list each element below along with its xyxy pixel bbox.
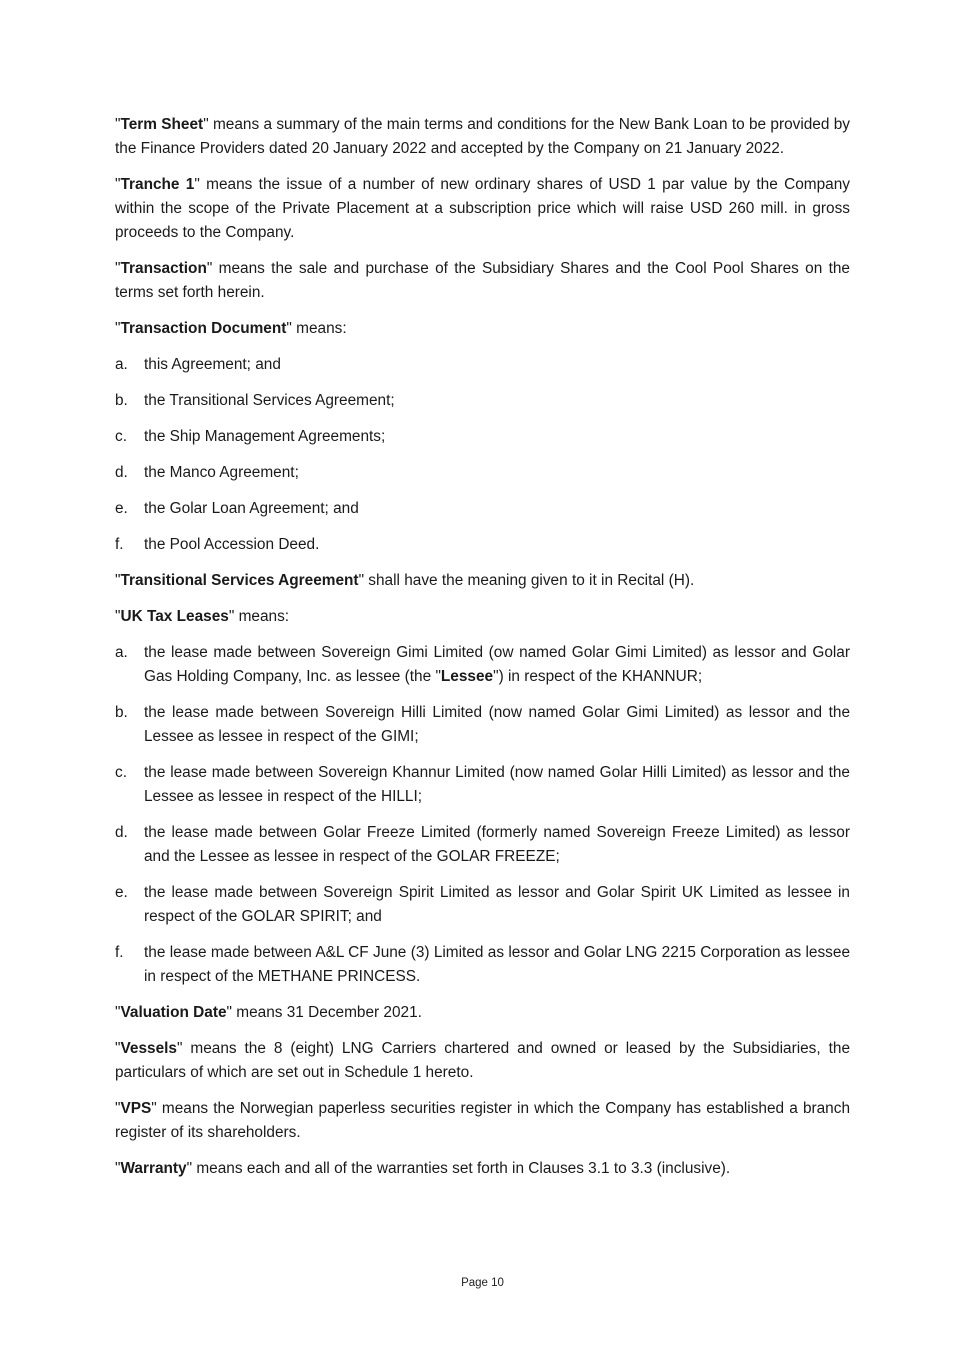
list-item <box>115 761 850 809</box>
list-item: a. the lease made between Sovereign Gimi Limited (ow named Golar Gimi Limited) as lessor and Golar Gas Holding Company, Inc. as lessee (the "Lessee") in respect of the KHANNUR; <box>115 641 850 689</box>
definition-text: means: <box>291 320 347 337</box>
list-item-text: the lease made between Sovereign Spirit Limited as lessor and Golar Spirit UK Limited as lessee in respect of the GOLAR SPIRIT; and <box>144 884 850 925</box>
list-item <box>115 353 850 377</box>
definition-valuation-date: "Valuation Date" means 31 December 2021. <box>115 1004 422 1021</box>
list-item <box>115 701 850 749</box>
defined-term: Warranty <box>120 1160 187 1177</box>
definition-text: means the Norwegian paperless securities register in which the Company has established a branch register of its shareholders. <box>115 1100 850 1141</box>
list-item-text: the lease made between Sovereign Khannur Limited (now named Golar Hilli Limited) as lessor and the Lessee as lessee in respect of the HILLI; <box>144 764 850 805</box>
page-number: Page 10 <box>461 1277 504 1289</box>
definition-transitional-services-agreement: "Transitional Services Agreement" shall have the meaning given to it in Recital (H). <box>115 572 695 589</box>
list-item-label: d. <box>115 824 128 841</box>
list-item-label: f. <box>115 944 124 961</box>
list-item <box>115 389 850 413</box>
definition-uk-tax-leases: "UK Tax Leases" means: <box>115 608 290 625</box>
definition-text: shall have the meaning given to it in Recital (H). <box>364 572 695 589</box>
defined-term: Term Sheet <box>120 116 204 133</box>
list-item <box>115 497 850 521</box>
list-item <box>115 533 850 557</box>
list-item-text: the Manco Agreement; <box>144 464 299 481</box>
list-item-label: a. <box>115 356 128 373</box>
defined-term: Transitional Services Agreement <box>120 572 359 589</box>
list-item-label: c. <box>115 764 127 781</box>
list-item-text: the lease made between Golar Freeze Limited (formerly named Sovereign Freeze Limited) as lessor and the Lessee as lessee in respect of the GOLAR FREEZE; <box>144 824 850 865</box>
list-item <box>115 941 850 989</box>
defined-term: Transaction <box>120 260 207 277</box>
defined-term: Vessels <box>120 1040 177 1057</box>
definition-term-sheet: "Term Sheet" means a summary of the main terms and conditions for the New Bank Loan to be provided by the Finance Providers dated 20 January 2022 and accepted by the Company on 21 January 2022. <box>115 116 850 157</box>
definition-vps: "VPS" means the Norwegian paperless securities register in which the Company has established a branch register of its shareholders. <box>115 1100 850 1141</box>
list-item-text: ) in respect of the KHANNUR; <box>498 668 703 685</box>
definition-vessels: "Vessels" means the 8 (eight) LNG Carriers chartered and owned or leased by the Subsidiaries, the particulars of which are set out in Schedule 1 hereto. <box>115 1040 850 1081</box>
list-item-text: this Agreement; and <box>144 356 281 373</box>
list-item <box>115 461 850 485</box>
defined-term: Transaction Document <box>120 320 287 337</box>
list-item-text: the Ship Management Agreements; <box>144 428 386 445</box>
definition-transaction-document: "Transaction Document" means: <box>115 320 347 337</box>
definition-text: means the 8 (eight) LNG Carriers chartered and owned or leased by the Subsidiaries, the particulars of which are set out in Schedule 1 hereto. <box>115 1040 850 1081</box>
defined-term: Lessee <box>440 668 494 685</box>
list-item <box>115 425 850 449</box>
list-item-text: the lease made between Sovereign Hilli Limited (now named Golar Gimi Limited) as lessor and the Lessee as lessee in respect of the GIMI; <box>144 704 850 745</box>
list-item-text: the Golar Loan Agreement; and <box>144 500 359 517</box>
definition-text: means the issue of a number of new ordinary shares of USD 1 par value by the Company within the scope of the Private Placement at a subscription price which will raise USD 260 mill. in gross proceeds to the Company. <box>115 176 850 241</box>
definition-transaction: "Transaction" means the sale and purchase of the Subsidiary Shares and the Cool Pool Shares on the terms set forth herein. <box>115 260 850 301</box>
list-item-text: the lease made between A&L CF June (3) Limited as lessor and Golar LNG 2215 Corporation as lessee in respect of the METHANE PRINCESS. <box>144 944 850 985</box>
definition-tranche-1: "Tranche 1" means the issue of a number of new ordinary shares of USD 1 par value by the Company within the scope of the Private Placement at a subscription price which will raise USD 260 mill. in gross proceeds to the Company. <box>115 176 850 241</box>
defined-term: VPS <box>120 1100 152 1117</box>
list-item-label: e. <box>115 500 128 517</box>
list-item-label: a. <box>115 644 128 661</box>
definition-warranty: "Warranty" means each and all of the warranties set forth in Clauses 3.1 to 3.3 (inclusive). <box>115 1160 731 1177</box>
transaction-document-list <box>115 353 850 557</box>
list-item-text: the Transitional Services Agreement; <box>144 392 395 409</box>
list-item-label: c. <box>115 428 127 445</box>
list-item-label: f. <box>115 536 124 553</box>
definition-text: means 31 December 2021. <box>232 1004 422 1021</box>
list-item-label: b. <box>115 392 128 409</box>
defined-term: Tranche 1 <box>120 176 195 193</box>
list-item-label: b. <box>115 704 128 721</box>
defined-term: UK Tax Leases <box>120 608 229 625</box>
defined-term: Valuation Date <box>120 1004 227 1021</box>
list-item-label: e. <box>115 884 128 901</box>
list-item-text: the lease made between Sovereign Gimi Limited (ow named Golar Gimi Limited) as lessor and Golar Gas Holding Company, Inc. as lessee (the <box>144 644 850 685</box>
definition-text: means: <box>234 608 290 625</box>
definition-text: means each and all of the warranties set forth in Clauses 3.1 to 3.3 (inclusive). <box>192 1160 731 1177</box>
definitions-section <box>115 113 850 1193</box>
list-item-text: the Pool Accession Deed. <box>144 536 320 553</box>
uk-tax-leases-list <box>115 641 850 989</box>
list-item <box>115 881 850 929</box>
list-item <box>115 821 850 869</box>
list-item-label: d. <box>115 464 128 481</box>
definition-text: means a summary of the main terms and conditions for the New Bank Loan to be provided by the Finance Providers dated 20 January 2022 and accepted by the Company on 21 January 2022. <box>115 116 850 157</box>
definition-text: means the sale and purchase of the Subsidiary Shares and the Cool Pool Shares on the terms set forth herein. <box>115 260 850 301</box>
